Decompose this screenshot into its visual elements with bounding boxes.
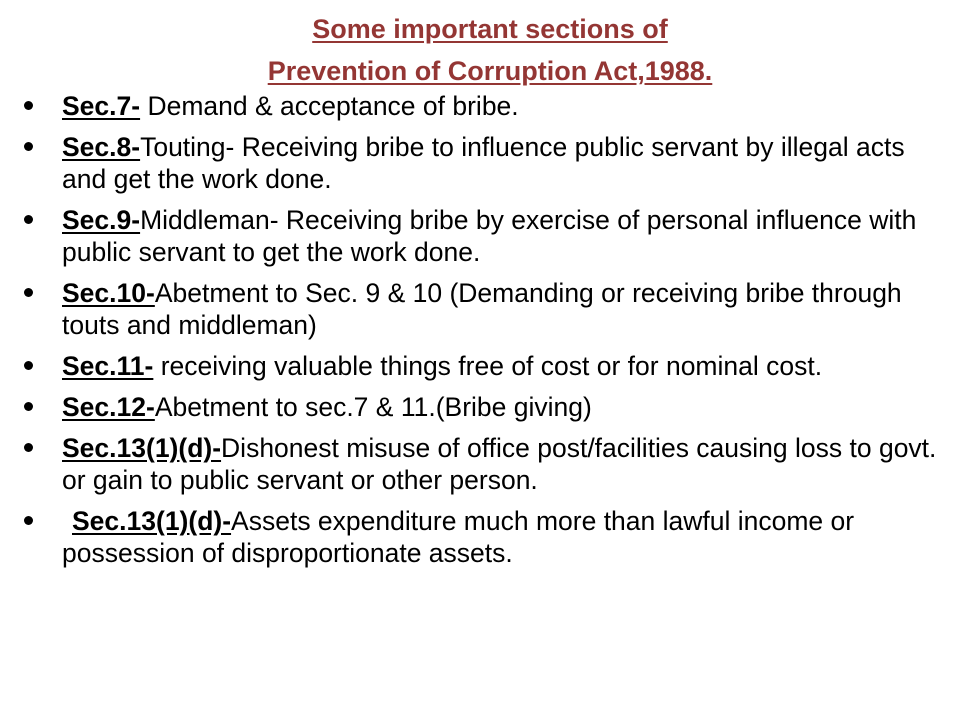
section-number: Sec.7-: [62, 91, 141, 121]
section-number: Sec.8-: [62, 132, 141, 162]
section-number: Sec.10-: [62, 278, 155, 308]
bullet-dot-icon: [24, 402, 33, 411]
bullet-dot-icon: [24, 101, 33, 110]
bullet-dot-icon: [24, 361, 33, 370]
section-description: Middleman- Receiving bribe by exercise of personal influence with public servant to get the work done.: [62, 205, 917, 267]
bullet-item-sec-11: [24, 350, 944, 382]
bullet-item-sec-12: [24, 391, 944, 423]
bullet-item-sec-9: [24, 204, 944, 268]
title-line-2: Prevention of Corruption Act,1988.: [267, 56, 713, 86]
bullet-item-sec-13-assets: [24, 505, 944, 569]
bullet-dot-icon: [24, 288, 33, 297]
bullet-item-sec-10: [24, 277, 944, 341]
section-number: Sec.9-: [62, 205, 141, 235]
section-number: Sec.13(1)(d)-: [72, 506, 232, 536]
section-description: receiving valuable things free of cost or for nominal cost.: [153, 351, 823, 381]
section-description: Demand & acceptance of bribe.: [140, 91, 519, 121]
section-description: Touting- Receiving bribe to influence public servant by illegal acts and get the work done.: [62, 132, 905, 194]
bullet-dot-icon: [24, 443, 33, 452]
bullet-dot-icon: [24, 142, 33, 151]
section-number: Sec.11-: [62, 351, 154, 381]
bullet-item-sec-13-misuse: [24, 432, 944, 496]
title-line-1: Some important sections of: [312, 14, 668, 44]
slide-title: [140, 8, 840, 92]
section-description: Abetment to Sec. 9 & 10 (Demanding or receiving bribe through touts and middleman): [62, 278, 902, 340]
bullet-item-sec-8: [24, 131, 944, 195]
section-description: Abetment to sec.7 & 11.(Bribe giving): [154, 392, 592, 422]
bullet-list: [24, 90, 944, 578]
section-description: Assets expenditure much more than lawful income or possession of disproportionate assets.: [62, 506, 855, 568]
bullet-dot-icon: [24, 516, 33, 525]
bullet-dot-icon: [24, 215, 33, 224]
section-number: Sec.13(1)(d)-: [62, 433, 222, 463]
bullet-item-sec-7: [24, 90, 944, 122]
section-number: Sec.12-: [62, 392, 155, 422]
section-description: Dishonest misuse of office post/facilities causing loss to govt. or gain to public servant or other person.: [62, 433, 937, 495]
